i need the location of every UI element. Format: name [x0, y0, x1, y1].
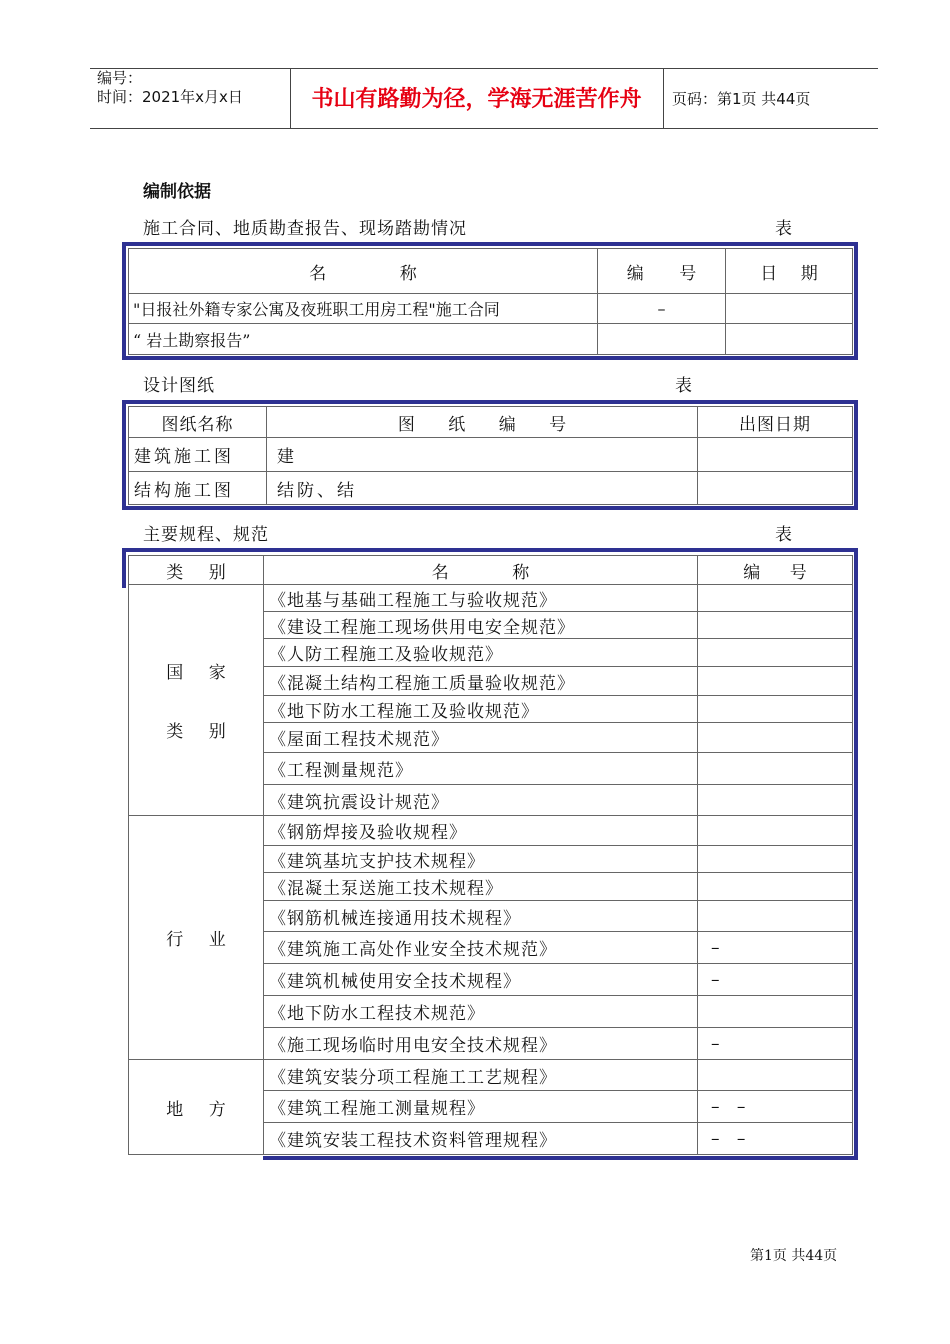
header-top-rule — [90, 68, 878, 69]
document-time-label: 时间：2021年x月x日 — [97, 88, 243, 106]
standard-name: 《建设工程施工现场供用电安全规范》 — [264, 612, 698, 639]
table-row — [129, 585, 853, 612]
standard-code — [698, 785, 853, 816]
standard-code: – – — [698, 1091, 853, 1123]
standard-name: 《工程测量规范》 — [264, 753, 698, 785]
standard-code: – — [698, 1028, 853, 1060]
standard-code — [698, 846, 853, 873]
column-header-code: 图 纸 编 号 — [267, 407, 698, 438]
row-date — [726, 294, 853, 324]
row-name: 建筑施工图 — [129, 438, 267, 472]
row-name: "日报社外籍专家公寓及夜班职工用房工程"施工合同 — [129, 294, 598, 324]
row-name: “ 岩土勘察报告” — [129, 324, 598, 355]
standard-code — [698, 696, 853, 723]
standard-name: 《钢筋机械连接通用技术规程》 — [264, 901, 698, 932]
table-row — [129, 816, 853, 846]
row-date — [698, 438, 853, 472]
table-header-row — [129, 407, 853, 438]
standard-code — [698, 901, 853, 932]
standard-code — [698, 816, 853, 846]
category-national — [129, 585, 264, 816]
standard-code — [698, 996, 853, 1028]
column-header-name: 名 称 — [264, 556, 698, 585]
standard-name: 《地基与基础工程施工与验收规范》 — [264, 585, 698, 612]
table-row — [129, 324, 853, 355]
header-divider-right — [663, 68, 664, 129]
header-page-label: 页码：第1页 共44页 — [672, 90, 811, 108]
table-row — [129, 438, 853, 472]
standards-caption: 主要规程、规范 — [143, 525, 269, 545]
table-row — [129, 1060, 853, 1091]
standard-name: 《混凝土结构工程施工质量验收规范》 — [264, 667, 698, 696]
section-title: 编制依据 — [143, 182, 211, 202]
table-row — [129, 472, 853, 505]
category-label-line: 行 业 — [166, 930, 226, 950]
standard-name: 《地下防水工程技术规范》 — [264, 996, 698, 1028]
standards-table — [128, 555, 853, 1155]
standard-name: 《建筑工程施工测量规程》 — [264, 1091, 698, 1123]
drawings-caption-suffix: 表 — [675, 376, 693, 396]
row-code: 建 — [267, 438, 698, 472]
category-label-line: 地 方 — [166, 1099, 226, 1120]
standard-code: – — [698, 932, 853, 964]
standard-name: 《建筑抗震设计规范》 — [264, 785, 698, 816]
standard-code: – – — [698, 1123, 853, 1155]
table-row — [129, 294, 853, 324]
standard-name: 《建筑施工高处作业安全技术规范》 — [264, 932, 698, 964]
category-industry — [129, 816, 264, 1060]
drawings-table — [128, 406, 853, 505]
standard-code — [698, 723, 853, 753]
column-header-code: 编 号 — [598, 249, 726, 294]
column-header-name: 名 称 — [129, 249, 598, 294]
standard-name: 《屋面工程技术规范》 — [264, 723, 698, 753]
standard-name: 《建筑基坑支护技术规程》 — [264, 846, 698, 873]
standards-caption-suffix: 表 — [775, 525, 793, 545]
standard-name: 《混凝土泵送施工技术规程》 — [264, 873, 698, 901]
standard-code — [698, 585, 853, 612]
column-header-code: 编 号 — [698, 556, 853, 585]
standard-code — [698, 667, 853, 696]
standard-name: 《施工现场临时用电安全技术规程》 — [264, 1028, 698, 1060]
row-name: 结构施工图 — [129, 472, 267, 505]
standard-name: 《建筑安装分项工程施工工艺规程》 — [264, 1060, 698, 1091]
category-local — [129, 1060, 264, 1155]
header-bottom-rule — [90, 128, 878, 129]
standard-code — [698, 612, 853, 639]
standard-code — [698, 1060, 853, 1091]
contracts-caption: 施工合同、地质勘查报告、现场踏勘情况 — [143, 219, 467, 239]
standard-code — [698, 873, 853, 901]
page-footer: 第1页 共44页 — [750, 1248, 838, 1264]
header-motto: 书山有路勤为径，学海无涯苦作舟 — [311, 87, 642, 112]
standard-code: – — [698, 964, 853, 996]
column-header-date: 日 期 — [726, 249, 853, 294]
category-label-line: 类 别 — [166, 722, 226, 742]
row-date — [698, 472, 853, 505]
row-date — [726, 324, 853, 355]
row-code: 结防、结 — [267, 472, 698, 505]
standard-name: 《建筑安装工程技术资料管理规程》 — [264, 1123, 698, 1155]
contracts-caption-suffix: 表 — [775, 219, 793, 239]
standard-name: 《人防工程施工及验收规范》 — [264, 639, 698, 667]
drawings-caption: 设计图纸 — [143, 376, 215, 396]
row-code — [598, 324, 726, 355]
column-header-name: 图纸名称 — [129, 407, 267, 438]
table-header-row — [129, 249, 853, 294]
document-number-label: 编号： — [97, 69, 143, 87]
contracts-table — [128, 248, 853, 355]
standard-code — [698, 753, 853, 785]
standard-code — [698, 639, 853, 667]
row-code: – — [598, 294, 726, 324]
column-header-category: 类 别 — [129, 556, 264, 585]
table-header-row — [129, 556, 853, 585]
standard-name: 《地下防水工程施工及验收规范》 — [264, 696, 698, 723]
column-header-date: 出图日期 — [698, 407, 853, 438]
standard-name: 《钢筋焊接及验收规程》 — [264, 816, 698, 846]
standard-name: 《建筑机械使用安全技术规程》 — [264, 964, 698, 996]
category-label-line: 国 家 — [166, 663, 226, 683]
